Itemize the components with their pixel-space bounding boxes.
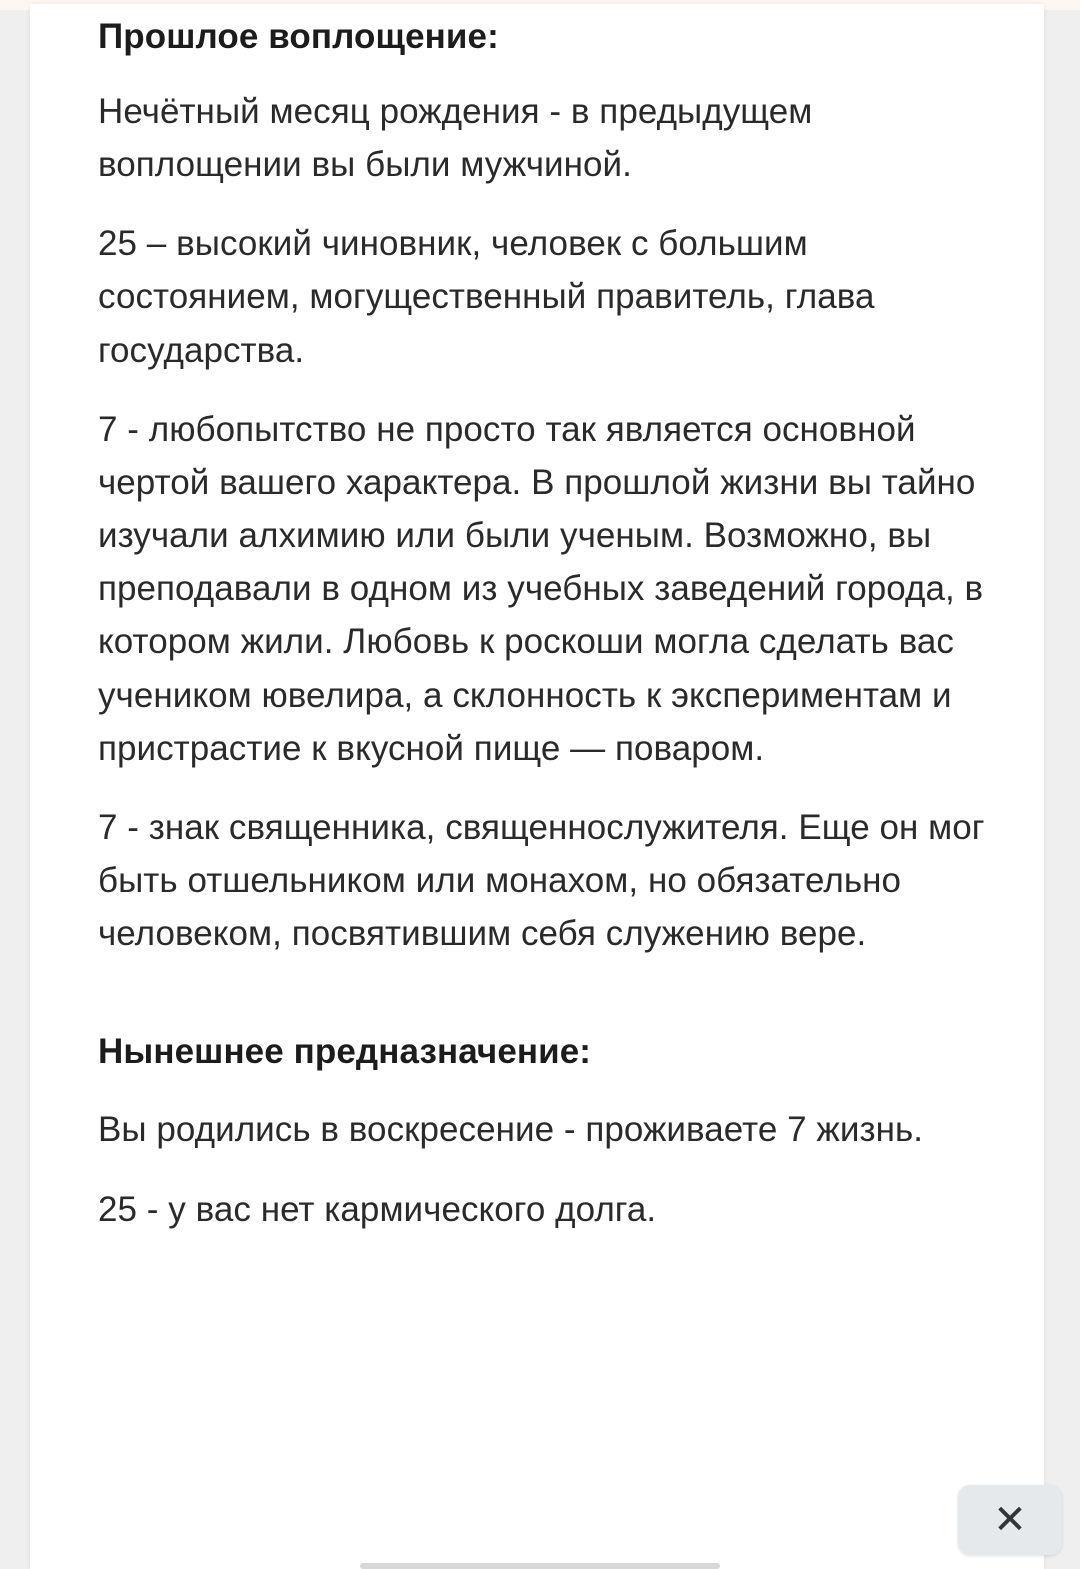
- paragraph: 7 - любопытство не просто так является основной чертой вашего характера. В прошлой жизни вы тайно изучали алхимию или были ученым. Возможно, вы преподавали в одном из учебных заведений города, в котором жили. Любовь к роскоши могла сделать вас учеником ювелира, а склонность к экспериментам и пристрастие к вкусной пище — поваром.: [98, 409, 984, 768]
- section-heading-past-incarnation: Прошлое воплощение:: [98, 17, 499, 56]
- close-icon: ✕: [993, 1498, 1027, 1542]
- paragraph: Нечётный месяц рождения - в предыдущем воплощении вы были мужчиной.: [98, 91, 813, 184]
- paragraph: 25 - у вас нет кармического долга.: [98, 1189, 657, 1229]
- article-card: [30, 4, 1044, 1569]
- section-heading-current-purpose: Нынешнее предназначение:: [98, 1031, 592, 1071]
- paragraph: 7 - знак священника, священнослужителя. Еще он мог быть отшельником или монахом, но обязательно человеком, посвятившим себя служению вере.: [98, 808, 985, 954]
- section-spacer: [98, 961, 1000, 1001]
- close-button[interactable]: [958, 1485, 1062, 1555]
- paragraph: 25 – высокий чиновник, человек с большим состоянием, могущественный правитель, глава государства.: [98, 224, 875, 370]
- article-content: [98, 12, 1000, 1236]
- paragraph: Вы родились в воскресение - проживаете 7 жизнь.: [98, 1110, 924, 1150]
- bottom-indicator: [360, 1563, 720, 1569]
